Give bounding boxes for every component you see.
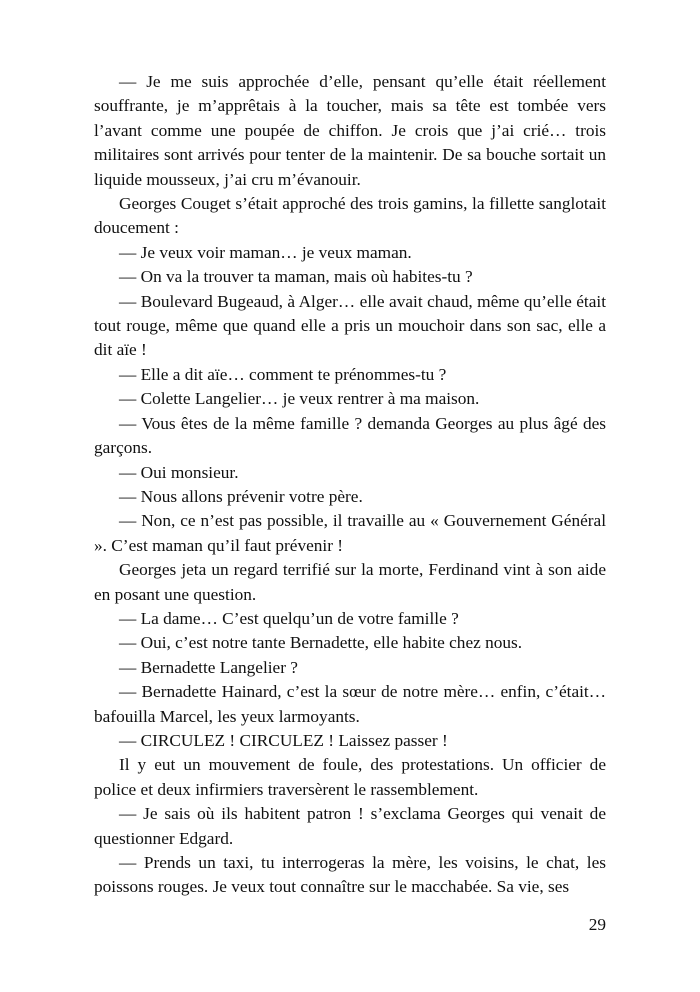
paragraph: — Vous êtes de la même famille ? demanda Georges au plus âgé des garçons. [94,413,606,458]
paragraph: — Elle a dit aïe… comment te prénommes-tu ? [119,364,447,384]
paragraph: — On va la trouver ta maman, mais où habites-tu ? [119,267,473,287]
paragraph: — Boulevard Bugeaud, à Alger… elle avait chaud, même qu’elle était tout rouge, même que quand elle a pris un mouchoir dans son sac, elle a dit aïe ! [94,291,606,360]
paragraph: — Oui monsieur. [119,462,239,482]
paragraph: — CIRCULEZ ! CIRCULEZ ! Laissez passer ! [119,730,448,750]
paragraph: — Colette Langelier… je veux rentrer à ma maison. [119,389,480,409]
paragraph: — Oui, c’est notre tante Bernadette, elle habite chez nous. [119,633,523,653]
paragraph: Georges Couget s’était approché des trois gamins, la fillette sanglotait doucement : [94,194,606,238]
paragraph: — Bernadette Hainard, c’est la sœur de notre mère… enfin, c’était… bafouilla Marcel, les yeux larmoyants. [94,682,606,726]
paragraph: — Prends un taxi, tu interrogeras la mère, les voisins, le chat, les poissons rouges. Je veux tout connaître sur le macchabée. Sa vie, ses [94,853,606,897]
paragraph: — Je veux voir maman… je veux maman. [119,242,412,262]
paragraph: Georges jeta un regard terrifié sur la morte, Ferdinand vint à son aide en posant une question. [94,560,606,604]
paragraph: — Nous allons prévenir votre père. [119,486,363,506]
paragraph: — Non, ce n’est pas possible, il travaille au « Gouvernement Général ». C’est maman qu’il faut prévenir ! [94,511,606,555]
page-number: 29 [588,915,606,934]
body-text [94,70,606,900]
paragraph: — Je me suis approchée d’elle, pensant qu’elle était réellement souffrante, je m’apprêtais à la toucher, mais sa tête est tombée vers l’avant comme une poupée de chiffon. Je crois que j’ai crié… trois militaires sont arrivés pour tenter de la maintenir. De sa bouche sortait un liquide mousseux, j’ai cru m’évanouir. [94,72,606,189]
paragraph: Il y eut un mouvement de foule, des protestations. Un officier de police et deux infirmiers traversèrent le rassemblement. [94,755,606,799]
paragraph: — Je sais où ils habitent patron ! s’exclama Georges qui venait de questionner Edgard. [94,804,606,848]
paragraph: — Bernadette Langelier ? [119,657,298,677]
paragraph: — La dame… C’est quelqu’un de votre famille ? [119,608,459,628]
